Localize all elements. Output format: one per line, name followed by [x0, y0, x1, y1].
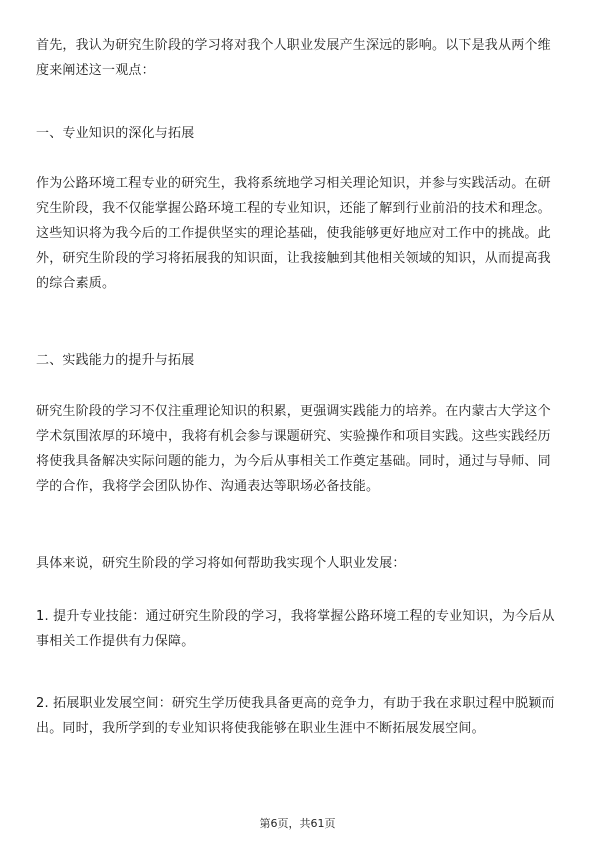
section-heading-1: 一、专业知识的深化与拓展 — [36, 126, 195, 141]
section-1-paragraph: 作为公路环境工程专业的研究生，我将系统地学习相关理论知识，并参与实践活动。在研究生阶段，我不仅能掌握公路环境工程的专业知识，还能了解到行业前沿的技术和理念。这些知识将为我今后的工作提供坚实的理论基础，使我能够更好地应对工作中的挑战。此外，研究生阶段的学习将拓展我的知识面，让我接触到其他相关领域的知识，从而提高我的综合素质。 — [36, 176, 551, 291]
section-heading-2: 二、实践能力的提升与拓展 — [36, 353, 195, 368]
summary-paragraph: 具体来说，研究生阶段的学习将如何帮助我实现个人职业发展： — [36, 556, 406, 571]
document-page — [36, 0, 559, 842]
page-number-footer: 第6页，共61页 — [259, 817, 336, 830]
list-item-2: 2. 拓展职业发展空间：研究生学历使我具备更高的竞争力，有助于我在求职过程中脱颖而出。同时，我所学到的专业知识将使我能够在职业生涯中不断拓展发展空间。 — [36, 696, 555, 736]
section-2-paragraph: 研究生阶段的学习不仅注重理论知识的积累，更强调实践能力的培养。在内蒙古大学这个学术氛围浓厚的环境中，我将有机会参与课题研究、实验操作和项目实践。这些实践经历将使我具备解决实际问题的能力，为今后从事相关工作奠定基础。同时，通过与导师、同学的合作，我将学会团队协作、沟通表达等职场必备技能。 — [36, 404, 551, 494]
list-item-1: 1. 提升专业技能：通过研究生阶段的学习，我将掌握公路环境工程的专业知识，为今后从事相关工作提供有力保障。 — [36, 609, 555, 649]
intro-paragraph: 首先，我认为研究生阶段的学习将对我个人职业发展产生深远的影响。以下是我从两个维度来阐述这一观点： — [36, 38, 551, 78]
